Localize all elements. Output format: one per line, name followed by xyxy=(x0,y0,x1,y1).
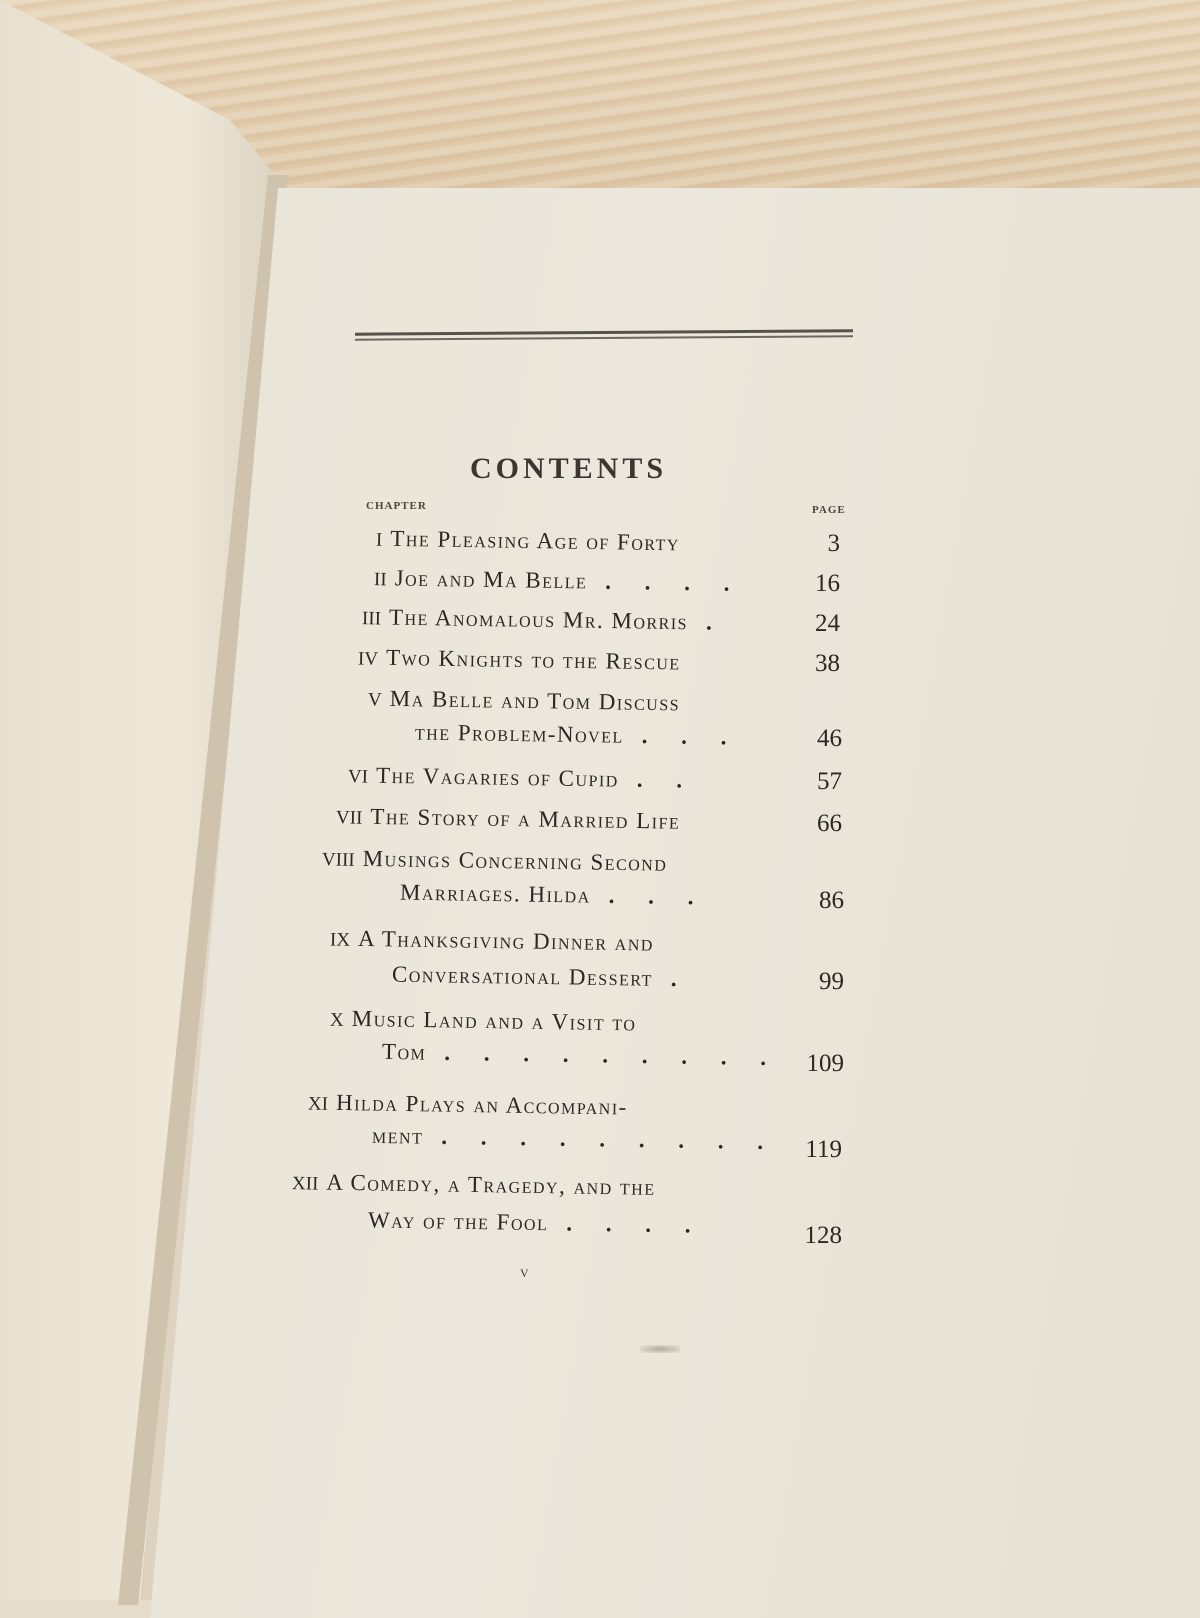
leader-dots: . . . . xyxy=(566,1210,705,1238)
toc-entry-line xyxy=(292,1169,656,1201)
leader-dots: . . xyxy=(636,766,697,793)
toc-entry-line xyxy=(415,719,741,750)
chapter-number: II xyxy=(373,569,387,591)
chapter-column-label: CHAPTER xyxy=(366,500,427,512)
toc-entry-line xyxy=(372,1123,777,1155)
page-number: 119 xyxy=(805,1136,842,1163)
chapter-title: Two Knights to the Rescue xyxy=(385,644,681,675)
chapter-number: XII xyxy=(291,1173,319,1195)
chapter-title: A Comedy, a Tragedy, and the xyxy=(326,1169,656,1200)
toc-entry-line xyxy=(374,565,744,597)
page-number: 99 xyxy=(819,968,844,995)
page-number: 46 xyxy=(817,725,842,752)
leader-dots: . . . . . . . . . xyxy=(444,1039,781,1071)
leader-dots: . . . xyxy=(641,723,741,750)
ink-smudge xyxy=(640,1345,680,1353)
toc-entry-line xyxy=(348,762,696,793)
page-number: 38 xyxy=(815,650,840,677)
page-number: 57 xyxy=(817,768,842,795)
toc-entry-line xyxy=(400,880,708,911)
chapter-title-continued: Way of the Fool xyxy=(367,1207,549,1236)
page-column-label: PAGE xyxy=(812,504,846,516)
toc-entry-line xyxy=(330,925,654,956)
toc-entry-line xyxy=(368,1207,705,1238)
page-number: 109 xyxy=(806,1050,844,1077)
page-number: 16 xyxy=(815,570,840,597)
chapter-number: III xyxy=(361,608,382,630)
chapter-title: Music Land and a Visit to xyxy=(351,1005,637,1036)
leader-dots: . xyxy=(705,609,727,635)
chapter-title: A Thanksgiving Dinner and xyxy=(357,925,655,956)
chapter-title: The Anomalous Mr. Morris xyxy=(388,604,689,635)
toc-entry-line xyxy=(330,1006,637,1037)
toc-entry-line xyxy=(376,526,680,557)
toc-entry-line xyxy=(322,845,668,876)
chapter-number: VII xyxy=(335,807,363,829)
page-number: 86 xyxy=(819,887,844,914)
chapter-title-continued: Marriages. Hilda xyxy=(399,879,591,908)
chapter-title: The Vagaries of Cupid xyxy=(375,762,620,792)
chapter-number: V xyxy=(367,689,382,711)
toc-entry-line xyxy=(308,1089,628,1120)
chapter-title: The Pleasing Age of Forty xyxy=(390,525,681,556)
chapter-title: Ma Belle and Tom Discuss xyxy=(389,685,681,716)
page-number: 128 xyxy=(804,1222,842,1249)
page-number: 24 xyxy=(815,610,840,637)
chapter-number: IV xyxy=(357,648,379,670)
chapter-title: Musings Concerning Second xyxy=(362,845,668,876)
toc-entry-line xyxy=(382,1039,780,1071)
chapter-number: I xyxy=(375,529,383,551)
chapter-title-continued: Tom xyxy=(381,1038,427,1065)
chapter-title-continued: Conversational Dessert xyxy=(391,961,654,991)
chapter-title-continued: ment xyxy=(371,1122,424,1149)
chapter-title: Hilda Plays an Accompani- xyxy=(335,1089,629,1120)
toc-entry-line xyxy=(368,686,680,717)
leader-dots: . . . . xyxy=(605,568,744,596)
page-title: CONTENTS xyxy=(470,452,668,485)
leader-dots: . xyxy=(670,966,691,992)
toc-entry-line xyxy=(392,962,691,993)
chapter-number: VIII xyxy=(321,849,355,871)
page-number: 66 xyxy=(817,810,842,837)
toc-entry-line xyxy=(362,604,726,636)
chapter-number: X xyxy=(329,1009,344,1031)
chapter-number: XI xyxy=(307,1093,329,1115)
page-number: 3 xyxy=(827,530,840,557)
chapter-title: The Story of a Married Life xyxy=(370,803,681,834)
chapter-number: IX xyxy=(329,929,351,951)
toc-entry-line xyxy=(358,644,681,675)
chapter-number: VI xyxy=(347,766,369,788)
page-folio: v xyxy=(520,1262,529,1281)
leader-dots: . . . xyxy=(608,882,708,910)
chapter-title-continued: the Problem-Novel xyxy=(414,719,624,748)
toc-entry-line xyxy=(336,803,681,834)
chapter-title: Joe and Ma Belle xyxy=(394,565,588,594)
leader-dots: . . . . . . . . . xyxy=(441,1123,778,1155)
